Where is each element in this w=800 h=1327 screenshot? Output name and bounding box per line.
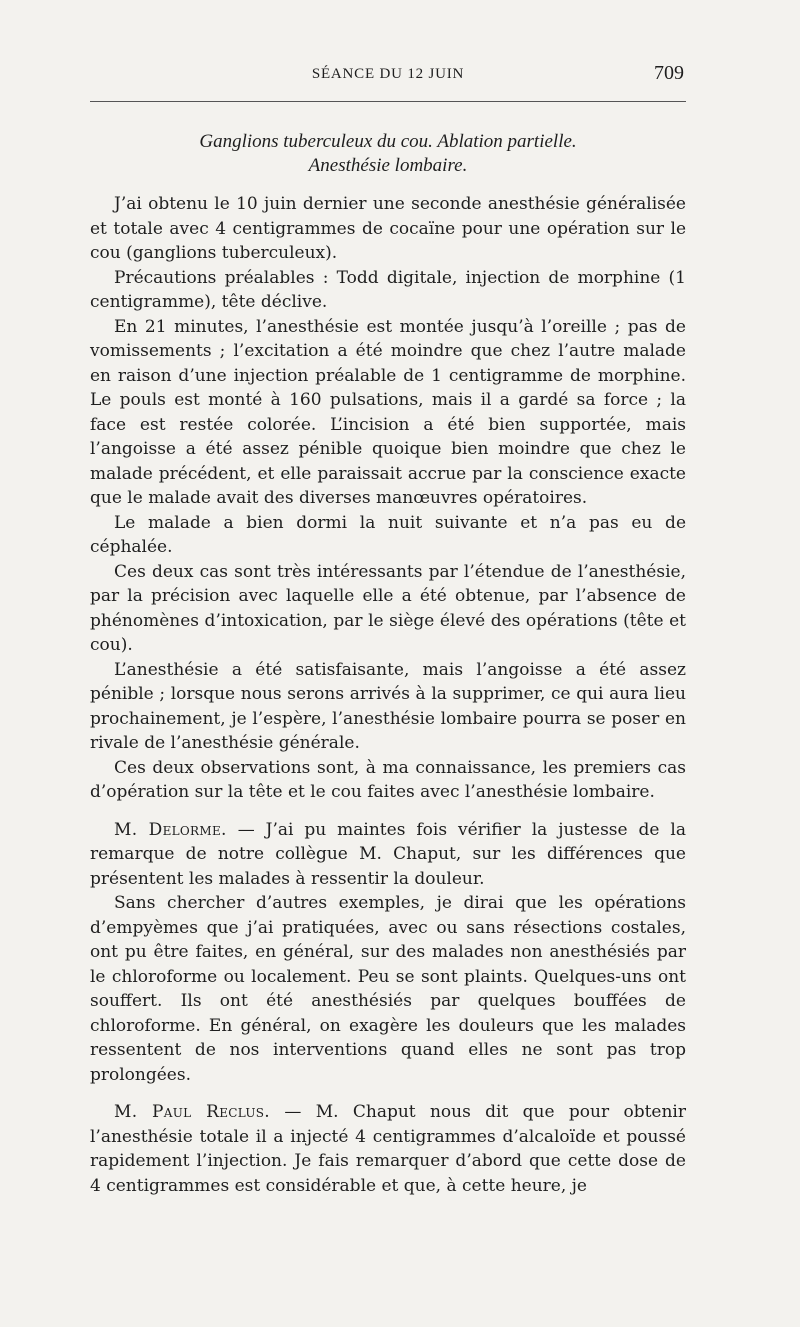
paragraph-6: L’anesthésie a été satisfaisante, mais l’angoisse a été assez pénible ; lorsque nous serons arrivés à la supprimer, ce qui aura lieu prochainement, je l’espère, l’anesthésie lombaire pourra se poser en rivale de l’anesthésie générale. (90, 659, 686, 753)
page-number: 709 (654, 62, 684, 84)
paragraph-3: En 21 minutes, l’anesthésie est montée jusqu’à l’oreille ; pas de vomissements ; l’excitation a été moindre que chez l’autre malade en raison d’une injection préalable de 1 centigramme de morphine. Le pouls est monté à 160 pulsations, mais il a gardé sa force ; la face est restée colorée. L’incision a été bien supportée, mais l’angoisse a été assez pénible quoique bien moindre que chez le malade précédent, et elle paraissait accrue par la conscience exacte que le malade avait des diverses manœuvres opératoires. (90, 316, 686, 508)
body-text (90, 130, 686, 1198)
speaker-delorme: M. Delorme. (114, 819, 227, 840)
reclus-paragraph-1 (90, 1100, 686, 1198)
running-title: SÉANCE DU 12 JUIN (311, 66, 465, 82)
paragraph-5: Ces deux cas sont très intéressants par l’étendue de l’anesthésie, par la précision avec laquelle elle a été obtenue, par l’absence de phénomènes d’intoxication, par le siège élevé des opérations (tête et cou). (90, 561, 686, 655)
speaker-reclus: M. Paul Reclus. (114, 1102, 270, 1122)
section-title-line-1: Ganglions tuberculeux du cou. Ablation partielle. (199, 131, 577, 152)
paragraph-2: Précautions préalables : Todd digitale, injection de morphine (1 centigramme), tête déclive. (90, 267, 686, 312)
running-head (90, 62, 686, 90)
delorme-text-1: — J’ai pu maintes fois vérifier la justesse de la remarque de notre collègue M. Chaput, sur les différences que présentent les malades à ressentir la douleur. (90, 819, 686, 889)
section-title (90, 130, 686, 178)
header-rule (90, 101, 686, 102)
paragraph-7: Ces deux observations sont, à ma connaissance, les premiers cas d’opération sur la tête et le cou faites avec l’anesthésie lombaire. (90, 757, 686, 802)
delorme-paragraph-2: Sans chercher d’autres exemples, je dirai que les opérations d’empyèmes que j’ai pratiquées, avec ou sans résections costales, ont pu être faites, en général, sur des malades non anesthésiés par le chloroforme ou localement. Peu se sont plaints. Quelques-uns ont souffert. Ils ont été anesthésiés par quelques bouffées de chloroforme. En général, on exagère les douleurs que les malades ressentent de nos interventions quand elles ne sont pas trop prolongées. (90, 893, 686, 1085)
delorme-paragraph-1 (90, 818, 686, 892)
reclus-text-1: — M. Chaput nous dit que pour obtenir l’anesthésie totale il a injecté 4 centigrammes d’alcaloïde et poussé rapidement l’injection. Je fais remarquer d’abord que cette dose de 4 centigrammes est considérable et que, à cette heure, je (90, 1102, 686, 1196)
paragraph-4: Le malade a bien dormi la nuit suivante et n’a pas eu de céphalée. (90, 512, 686, 557)
section-title-line-2: Anesthésie lombaire. (308, 155, 468, 176)
paragraph-1: J’ai obtenu le 10 juin dernier une seconde anesthésie généralisée et totale avec 4 centigrammes de cocaïne pour une opération sur le cou (ganglions tuberculeux). (90, 194, 686, 263)
